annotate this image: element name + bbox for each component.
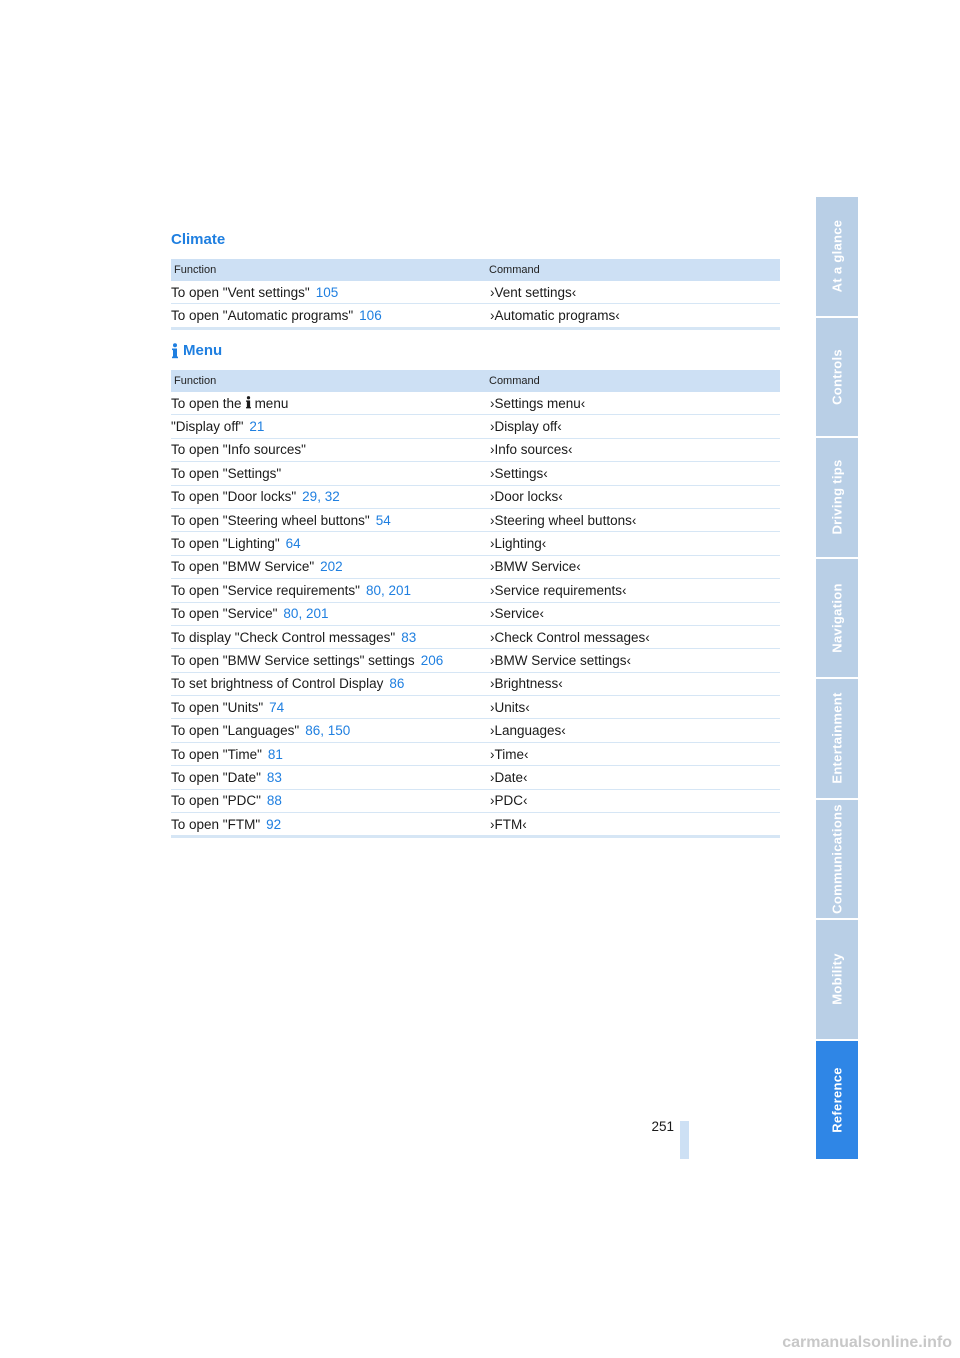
- table-row: [171, 392, 780, 415]
- function-text: To open "FTM": [171, 816, 261, 832]
- function-cell: [171, 625, 487, 648]
- function-cell: [171, 508, 487, 531]
- function-text: To open "Date": [171, 769, 261, 785]
- chapter-tab-label: Navigation: [829, 583, 845, 653]
- table-header-row: [171, 370, 780, 392]
- chapter-tab-mobility[interactable]: [816, 920, 858, 1041]
- page-reference-link[interactable]: 29: [302, 489, 318, 505]
- command-cell: ›BMW Service settings‹: [487, 649, 780, 672]
- table-row: [171, 766, 780, 789]
- page-references: [267, 770, 282, 785]
- command-cell: ›Units‹: [487, 696, 780, 719]
- page-reference-link[interactable]: 74: [269, 699, 285, 715]
- chapter-tab-label: Communications: [829, 803, 845, 914]
- page-reference-link[interactable]: 81: [267, 746, 283, 762]
- table-row: [171, 485, 780, 508]
- page-reference-link[interactable]: 150: [327, 723, 351, 739]
- command-cell: ›Vent settings‹: [487, 281, 780, 304]
- table-row: [171, 532, 780, 555]
- command-cell: ›BMW Service‹: [487, 555, 780, 578]
- function-cell: [171, 696, 487, 719]
- page-reference-link[interactable]: 201: [388, 582, 412, 598]
- page-reference-link[interactable]: 86: [305, 723, 321, 739]
- page-reference-link[interactable]: 106: [359, 308, 382, 324]
- page-references: [421, 653, 444, 668]
- function-cell: [171, 438, 487, 461]
- page-references: 80, 201: [365, 582, 412, 598]
- command-column-header: Command: [487, 259, 780, 281]
- command-cell: ›PDC‹: [487, 789, 780, 812]
- function-cell: [171, 415, 487, 438]
- command-cell: ›Lighting‹: [487, 532, 780, 555]
- function-text: To open "Info sources": [171, 442, 306, 458]
- function-cell: [171, 649, 487, 672]
- function-cell: [171, 742, 487, 765]
- page-references: [316, 285, 339, 300]
- info-icon: [245, 396, 252, 409]
- chapter-tab-label: Driving tips: [829, 459, 845, 535]
- page-references: [286, 536, 301, 551]
- page-references: [401, 630, 416, 645]
- table-row: [171, 602, 780, 625]
- function-text: To open "Door locks": [171, 489, 297, 505]
- function-cell: [171, 485, 487, 508]
- chapter-tab-driving-tips[interactable]: [816, 438, 858, 559]
- function-text: To open "Settings": [171, 465, 282, 481]
- page-reference-link[interactable]: 32: [324, 489, 340, 505]
- page-reference-link[interactable]: 105: [315, 284, 339, 300]
- table-row: [171, 508, 780, 531]
- page-references: [376, 513, 391, 528]
- page-references: [359, 308, 382, 323]
- command-column-header: Command: [487, 370, 780, 392]
- chapter-tab-reference[interactable]: [816, 1041, 858, 1162]
- function-cell: [171, 462, 487, 485]
- chapter-tab-label: Reference: [829, 1066, 845, 1133]
- command-cell: ›Info sources‹: [487, 438, 780, 461]
- watermark: carmanualsonline.info: [782, 1334, 952, 1351]
- table-row: [171, 438, 780, 461]
- function-text: To open "Automatic programs": [171, 308, 354, 324]
- function-text: To open "Languages": [171, 723, 300, 739]
- function-cell: [171, 579, 487, 602]
- page-number-bar: [680, 1121, 689, 1159]
- function-cell: [171, 719, 487, 742]
- page-references: [266, 817, 281, 832]
- command-cell: ›Door locks‹: [487, 485, 780, 508]
- page-references: 29, 32: [302, 489, 340, 505]
- page-reference-link[interactable]: 201: [305, 606, 329, 622]
- page-references: [320, 559, 343, 574]
- page-reference-link[interactable]: 88: [266, 793, 282, 809]
- chapter-tab-entertainment[interactable]: [816, 679, 858, 800]
- page-reference-link[interactable]: 202: [320, 559, 343, 575]
- climate-section-title: Climate: [171, 231, 226, 248]
- menu-table: [171, 370, 780, 838]
- function-text: To open "Steering wheel buttons": [171, 512, 370, 528]
- table-row: [171, 281, 780, 304]
- table-row: [171, 742, 780, 765]
- function-column-header: Function: [171, 370, 487, 392]
- function-text: To display "Check Control messages": [171, 629, 396, 645]
- function-cell: [171, 813, 487, 837]
- function-cell: [171, 789, 487, 812]
- command-cell: ›Languages‹: [487, 719, 780, 742]
- function-text: To open "PDC": [171, 793, 261, 809]
- table-row: [171, 462, 780, 485]
- table-row: [171, 649, 780, 672]
- page-reference-link[interactable]: 80: [365, 582, 381, 598]
- command-cell: ›Automatic programs‹: [487, 304, 780, 328]
- table-row: [171, 789, 780, 812]
- command-cell: ›Settings‹: [487, 462, 780, 485]
- page-reference-link[interactable]: 92: [266, 816, 282, 832]
- command-cell: ›Settings menu‹: [487, 392, 780, 415]
- command-cell: ›Brightness‹: [487, 672, 780, 695]
- function-cell: To open the menu: [171, 392, 487, 415]
- page-reference-link[interactable]: 54: [375, 512, 391, 528]
- table-header-row: [171, 259, 780, 281]
- function-cell: [171, 766, 487, 789]
- chapter-tab-controls[interactable]: [816, 318, 858, 439]
- function-cell: [171, 304, 487, 328]
- page-references: 86, 150: [305, 723, 351, 739]
- table-row: [171, 415, 780, 438]
- command-cell: ›Service requirements‹: [487, 579, 780, 602]
- command-cell: ›Steering wheel buttons‹: [487, 508, 780, 531]
- command-cell: ›Display off‹: [487, 415, 780, 438]
- page-references: [269, 700, 284, 715]
- command-cell: ›Time‹: [487, 742, 780, 765]
- chapter-tab-strip: [816, 197, 858, 1161]
- page-reference-link[interactable]: 21: [249, 419, 265, 435]
- function-text: To set brightness of Control Display: [171, 676, 384, 692]
- chapter-tab-navigation[interactable]: [816, 559, 858, 680]
- page-reference-link[interactable]: 83: [401, 629, 417, 645]
- page-references: [267, 793, 282, 808]
- climate-table: [171, 259, 780, 330]
- table-row: [171, 813, 780, 837]
- chapter-tab-at-a-glance[interactable]: [816, 197, 858, 318]
- function-text: "Display off": [171, 419, 244, 435]
- page-reference-link[interactable]: 206: [420, 652, 444, 668]
- function-text: To open "Vent settings": [171, 284, 310, 300]
- table-row: [171, 672, 780, 695]
- chapter-tab-label: At a glance: [829, 219, 845, 293]
- chapter-tab-label: Entertainment: [829, 692, 845, 784]
- page-reference-link[interactable]: 64: [285, 536, 301, 552]
- chapter-tab-label: Controls: [829, 348, 845, 405]
- function-cell: [171, 672, 487, 695]
- table-row: [171, 625, 780, 648]
- page-reference-link[interactable]: 80: [283, 606, 299, 622]
- page-number: 251: [651, 1119, 674, 1134]
- function-text: To open "BMW Service": [171, 559, 315, 575]
- function-cell: [171, 602, 487, 625]
- page-references: [268, 747, 283, 762]
- chapter-tab-communications[interactable]: [816, 800, 858, 921]
- table-row: [171, 304, 780, 328]
- command-cell: ›Check Control messages‹: [487, 625, 780, 648]
- table-row: [171, 696, 780, 719]
- function-cell: [171, 555, 487, 578]
- table-row: [171, 579, 780, 602]
- function-text: To open "Service": [171, 606, 278, 622]
- function-text: To open "Time": [171, 746, 262, 762]
- table-row: [171, 555, 780, 578]
- function-text: To open "Service requirements": [171, 582, 360, 598]
- function-cell: [171, 532, 487, 555]
- menu-section-title: Menu: [171, 342, 222, 359]
- page-references: [389, 676, 404, 691]
- command-cell: ›Service‹: [487, 602, 780, 625]
- function-column-header: Function: [171, 259, 487, 281]
- page-reference-link[interactable]: 83: [266, 769, 282, 785]
- command-cell: ›FTM‹: [487, 813, 780, 837]
- chapter-tab-label: Mobility: [829, 953, 845, 1006]
- function-text: To open "Units": [171, 699, 264, 715]
- function-text: To open "BMW Service settings" settings: [171, 652, 415, 668]
- table-row: [171, 719, 780, 742]
- function-text: To open "Lighting": [171, 536, 280, 552]
- page-reference-link[interactable]: 86: [389, 676, 405, 692]
- function-cell: [171, 281, 487, 304]
- info-icon: [171, 343, 179, 359]
- page-references: [249, 419, 264, 434]
- page-references: 80, 201: [283, 606, 329, 622]
- command-cell: ›Date‹: [487, 766, 780, 789]
